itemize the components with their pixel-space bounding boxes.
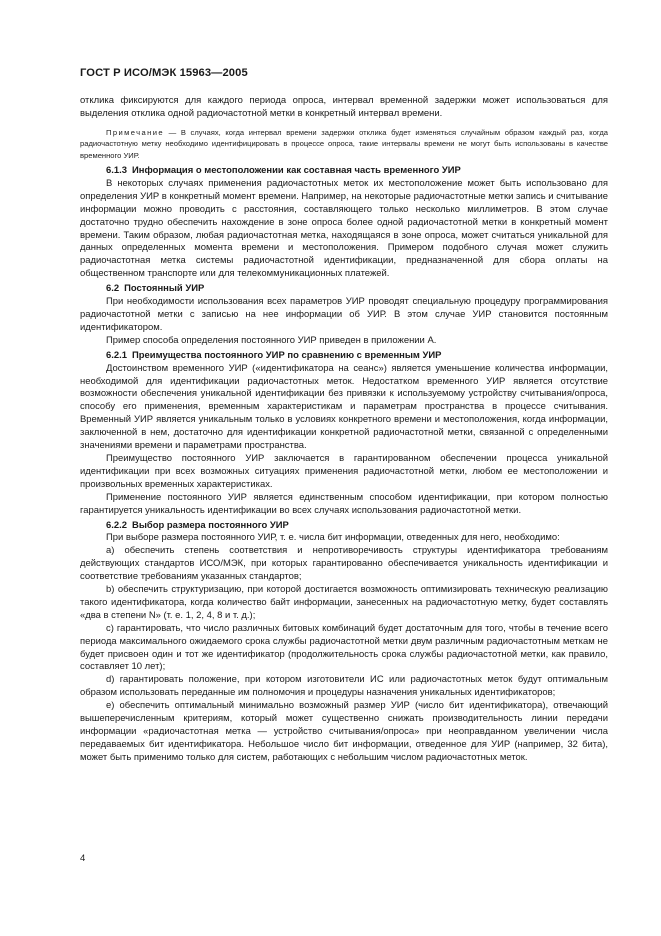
section-number: 6.2.2 — [106, 519, 127, 531]
section-number: 6.1.3 — [106, 165, 127, 177]
section-number: 6.2.1 — [106, 349, 127, 361]
section-heading-6-1-3 — [80, 165, 608, 178]
note-label: Примечание — [106, 127, 164, 137]
page-number: 4 — [80, 853, 86, 864]
section-heading-6-2-1 — [80, 350, 608, 363]
section-number: 6.2 — [106, 283, 120, 295]
note-block — [80, 127, 608, 161]
paragraph: Применение постоянного УИР является единственным способом идентификации, при котором полностью гарантируется уникальность идентификации во всех случаях использования радиочастотной метки. — [80, 491, 608, 516]
paragraph: При выборе размера постоянного УИР, т. е. числа бит информации, отведенных для него, необходимо: — [106, 532, 560, 544]
paragraph: В некоторых случаях применения радиочастотных меток их местоположение может быть использовано для определения УИР в конкретный момент времени. Например, на некоторые радиочастотные метки запись и считывание информации можно проводить с расстояния, составляющего только несколько миллиметров. В этом случае достаточно трудно обеспечить нахождение в зоне опроса более одной радиочастотной метки в конкретный момент времени. Таким образом, любая радиочастотная метка, находящаяся в зоне опроса, может считаться уникальной для данных определенных момента времени и местоположения. Примером подобного случая может служить радиочастотная метка системы радиочастотной идентификации, предназначенной для сбора оплаты на общественном транспорте или для телекоммуникационных платежей. — [80, 177, 608, 280]
section-title: Преимущества постоянного УИР по сравнению с временным УИР — [132, 349, 442, 361]
section-title: Выбор размера постоянного УИР — [132, 519, 289, 531]
paragraph: Преимущество постоянного УИР заключается в гарантированном обеспечении процесса уникальной идентификации при всех возможных ситуациях применения радиочастотной метки, любом ее местоположении и произвольных временных характеристиках. — [80, 452, 608, 490]
list-item-b: b) обеспечить структуризацию, при которой достигается возможность оптимизировать техническую реализацию такого идентификатора, когда количество байт информации, занесенных на радиочастотную метку, будет составлять «два в степени N» (т. е. 1, 2, 4, 8 и т. д.); — [80, 584, 608, 621]
note-text: — В случаях, когда интервал времени задержки отклика будет изменяться случайным образом каждый раз, когда радиочастотную метку необходимо идентифицировать в процессе опроса, такие интервалы времени не могут быть использованы в качестве временного УИР. — [80, 127, 608, 160]
section-title: Постоянный УИР — [124, 283, 205, 295]
list-item-c: с) гарантировать, что число различных битовых комбинаций будет достаточным для того, чтобы в течение всего периода максимального ожидаемого срока службы радиочастотной метки двум различным радиочастотным меткам не будет присвоен один и тот же идентификатор (продолжительность срока службы радиочастотной метки, как правило, составляет 10 лет); — [80, 622, 608, 673]
main-text — [80, 95, 608, 765]
paragraph: Достоинством временного УИР («идентификатора на сеанс») является уменьшение количества информации, необходимой для идентификации радиочастотных меток. Недостатком временного УИР является отсутствие возможности обеспечения уникальной идентификации без привязки к используемому устройству считывания/опроса, способу его применения, временным характеристикам и параметрам пространства в процессе считывания. Временный УИР является уникальным только в условиях конкретного времени и местоположения, когда информации, заключенной в нем, достаточно для идентификации конкретной радиочастотной метки, связанной с определенными значениями времени и параметрами пространства. — [80, 362, 608, 452]
list-item-e: е) обеспечить оптимальный минимально возможный размер УИР (число бит идентификатора), отвечающий вышеперечисленным критериям, который может существенно снижать производительность линии передачи информации «радиочастотная метка — устройство считывания/опроса» при неоправданном увеличении числа передаваемых бит идентификатора. Небольшое число бит информации, отведенное для УИР (например, 32 бита), может быть применимо только для систем, работающих с небольшим числом радиочастотных меток. — [80, 700, 608, 763]
paragraph: Пример способа определения постоянного УИР приведен в приложении А. — [106, 334, 437, 346]
paragraph: При необходимости использования всех параметров УИР проводят специальную процедуру программирования радиочастотной метки с записью на нее информации об УИР. В этом случае УИР становится постоянным идентификатором. — [80, 296, 608, 333]
page-header: ГОСТ Р ИСО/МЭК 15963—2005 — [80, 67, 248, 79]
section-heading-6-2 — [80, 283, 608, 296]
section-heading-6-2-2 — [80, 520, 608, 533]
list-item-a: а) обеспечить степень соответствия и непротиворечивость структуры идентификатора требованиям действующих стандартов ИСО/МЭК, при которых гарантированно обеспечивается уникальность идентификации и соответствие требованиям указанных стандартов; — [80, 545, 608, 583]
list-item-d: d) гарантировать положение, при котором изготовители ИС или радиочастотных меток будут оптимальным образом использовать переданные им полномочия и процедуры назначения уникальных идентификаторов; — [80, 674, 608, 699]
paragraph-continuation: отклика фиксируются для каждого периода опроса, интервал временной задержки может использоваться для выделения отклика одной радиочастотной метки в конкретный интервал времени. — [80, 95, 608, 119]
section-title: Информация о местоположении как составная часть временного УИР — [132, 165, 461, 177]
